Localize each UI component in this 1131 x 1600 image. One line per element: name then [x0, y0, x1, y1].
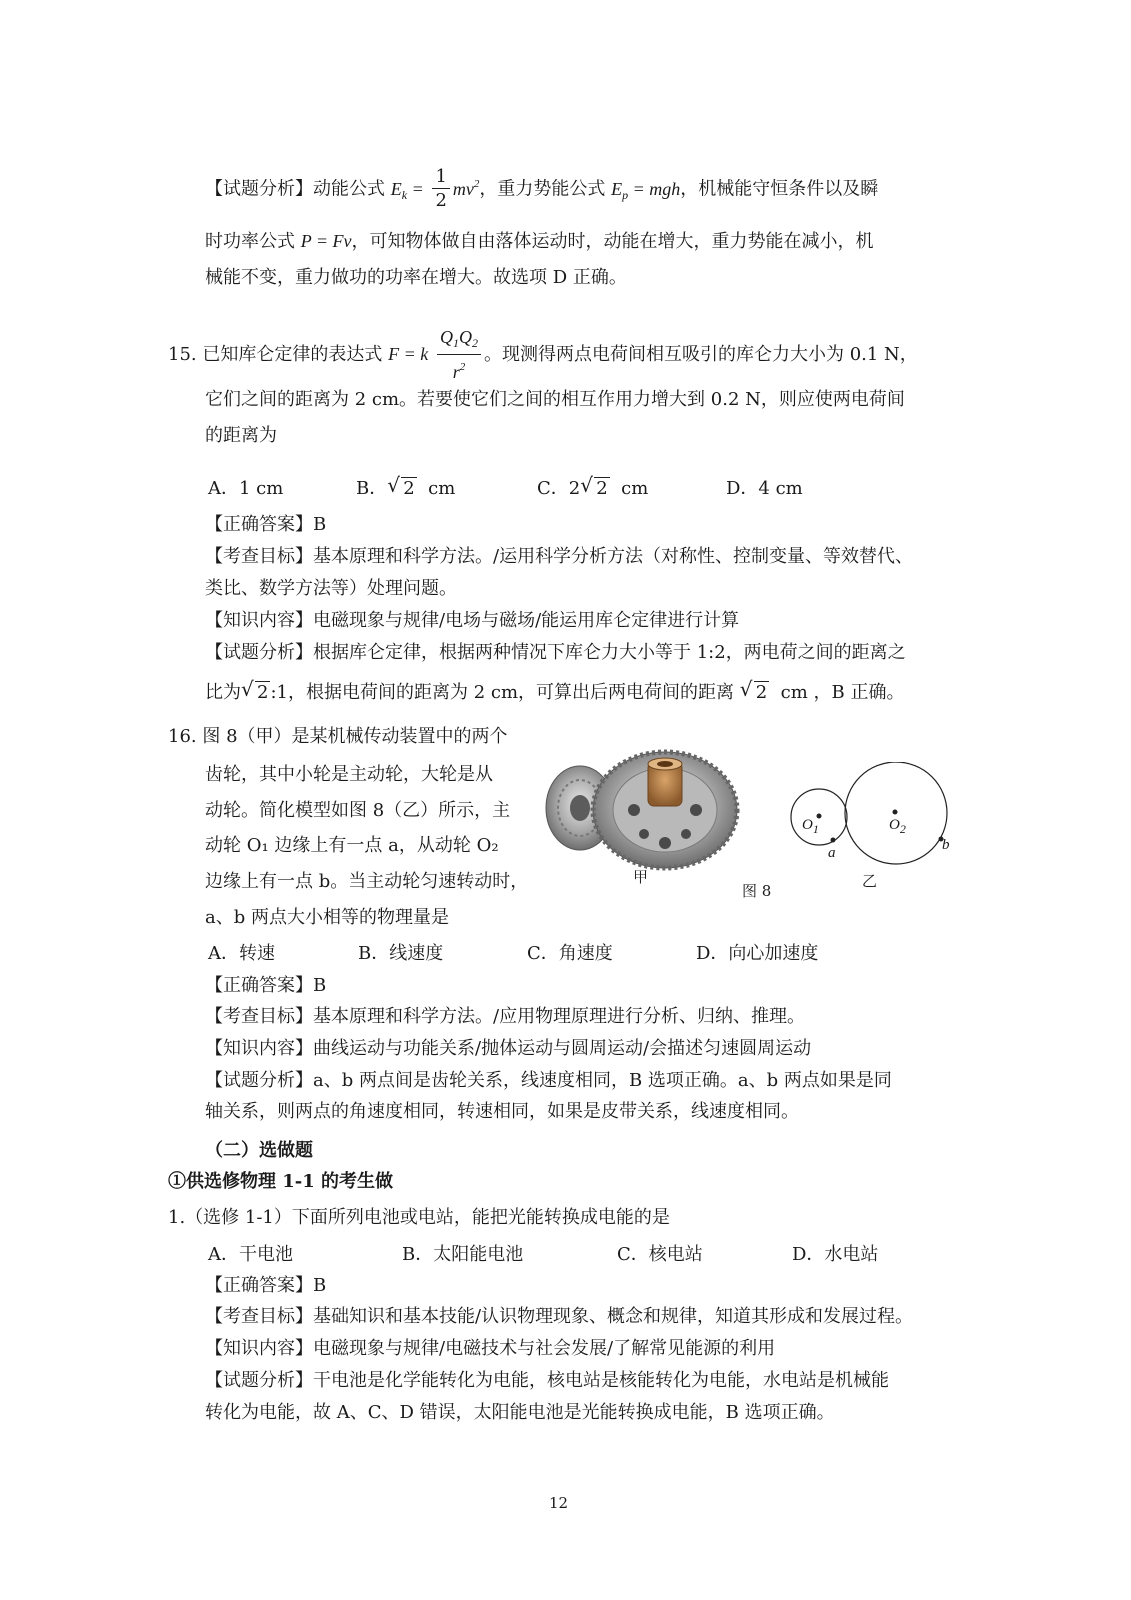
section-title: （二）选做题	[205, 1140, 313, 1161]
s1-answer: 【正确答案】B	[205, 1275, 327, 1296]
text-span: 1	[812, 822, 819, 836]
large-gear	[593, 752, 737, 868]
formula-power: P = Fv	[300, 231, 352, 251]
q14-analysis-line1	[205, 166, 878, 213]
q15-stem-line1	[168, 326, 918, 384]
q16-stem-line6: a、b 两点大小相等的物理量是	[205, 907, 449, 928]
q16-option-b: B．线速度	[358, 943, 444, 964]
q15-option-c	[537, 473, 649, 501]
s1-goal: 【考查目标】基础知识和基本技能/认识物理现象、概念和规律，知道其形成和发展过程。	[205, 1306, 914, 1327]
text-span: 动能公式	[313, 178, 385, 200]
text-span: C．2	[537, 478, 581, 499]
formula-coulomb: F = k	[388, 344, 429, 364]
s1-option-c: C．核电站	[617, 1244, 703, 1265]
page-number: 12	[549, 1494, 569, 1512]
text-span: 2	[899, 822, 906, 836]
text-span: cm ，B 正确。	[780, 682, 905, 703]
q15-option-b	[356, 473, 456, 501]
q16-stem-line4: 动轮 O₁ 边缘上有一点 a，从动轮 O₂	[205, 835, 499, 856]
s1-option-d: D．水电站	[792, 1244, 879, 1265]
q16-stem-line2: 齿轮，其中小轮是主动轮，大轮是从	[205, 764, 493, 785]
text-span: ，机械能守恒条件以及瞬	[680, 178, 879, 200]
text-span: 比为	[205, 682, 241, 703]
sqrt-2-ratio: √ 2	[241, 677, 269, 703]
section-subtitle: ①供选修物理 1-1 的考生做	[168, 1171, 394, 1192]
figure-label-jia: 甲	[633, 868, 649, 886]
q15-option-a: A．1 cm	[208, 478, 284, 499]
text-span: B．	[356, 478, 388, 499]
q16-stem-line5: 边缘上有一点 b。当主动轮匀速转动时，	[205, 871, 529, 892]
q16-option-c: C．角速度	[527, 943, 613, 964]
q15-goal-line1: 【考查目标】基本原理和科学方法。/运用科学分析方法（对称性、控制变量、等效替代、	[205, 546, 914, 567]
fraction-coulomb: $\frac{Q_1Q_2}{r^2}$	[437, 326, 481, 384]
analysis-tag: 【试题分析】	[205, 178, 313, 200]
figure-label-yi: 乙	[862, 872, 878, 890]
s1-analysis-line2: 转化为电能，故 A、C、D 错误，太阳能电池是光能转换成电能，B 选项正确。	[205, 1402, 835, 1423]
q16-answer: 【正确答案】B	[205, 975, 327, 996]
q16-content: 【知识内容】曲线运动与功能关系/抛体运动与圆周运动/会描述匀速圆周运动	[205, 1038, 812, 1059]
text-span: cm	[428, 478, 456, 499]
q16-option-a: A．转速	[208, 943, 275, 964]
s1-stem: 1.（选修 1-1）下面所列电池或电站，能把光能转换成电能的是	[168, 1207, 670, 1228]
label-b: b	[942, 837, 950, 853]
q16-analysis-line1: 【试题分析】a、b 两点间是齿轮关系，线速度相同，B 选项正确。a、b 两点如果是同	[205, 1070, 892, 1091]
q15-answer: 【正确答案】B	[205, 514, 327, 535]
text-span: O	[889, 817, 900, 833]
gears-photo	[540, 748, 750, 873]
q14-analysis-line3: 械能不变，重力做功的功率在增大。故选项 D 正确。	[205, 267, 627, 288]
text-span: ，根据电荷间的距离为 2 cm，可算出后两电荷间的距离	[287, 682, 735, 703]
s1-analysis-line1: 【试题分析】干电池是化学能转化为电能，核电站是核能转化为电能，水电站是机械能	[205, 1370, 889, 1391]
q14-analysis-line2	[205, 229, 874, 254]
formula-mv2: $mv^2$	[452, 177, 480, 199]
text-span: cm	[621, 478, 649, 499]
s1-option-b: B．太阳能电池	[402, 1244, 524, 1265]
sqrt-2: √ 2	[739, 677, 768, 703]
q16-analysis-line2: 轴关系，则两点的角速度相同，转速相同，如果是皮带关系，线速度相同。	[205, 1101, 799, 1122]
q15-goal-line2: 类比、数学方法等）处理问题。	[205, 578, 457, 599]
formula-ep: $E_p$ = mgh	[611, 178, 681, 202]
text-span: 。现测得两点电荷间相互吸引的库仑力大小为 0.1 N，	[483, 344, 918, 365]
q15-option-d: D．4 cm	[726, 478, 803, 499]
label-o2	[889, 817, 906, 837]
q16-stem-line3: 动轮。简化模型如图 8（乙）所示，主	[205, 800, 511, 821]
point-a-dot	[831, 838, 836, 843]
fraction-half: $\frac{1}{2}$	[432, 166, 449, 213]
q15-stem-line3: 的距离为	[205, 425, 277, 446]
text-span: ，重力势能公式	[479, 178, 606, 200]
q16-goal: 【考查目标】基本原理和科学方法。/应用物理原理进行分析、归纳、推理。	[205, 1006, 806, 1027]
q16-stem-line1: 16. 图 8（甲）是某机械传动装置中的两个	[168, 726, 508, 747]
sqrt-2: √ 2	[580, 473, 608, 499]
s1-content: 【知识内容】电磁现象与规律/电磁技术与社会发展/了解常见能源的利用	[205, 1338, 776, 1359]
center-o2-dot	[893, 810, 898, 815]
label-o1	[802, 817, 819, 837]
label-a: a	[828, 845, 836, 861]
text-span: ，可知物体做自由落体运动时，动能在增大，重力势能在减小，机	[351, 231, 874, 252]
s1-option-a: A．干电池	[208, 1244, 293, 1265]
q15-content: 【知识内容】电磁现象与规律/电场与磁场/能运用库仑定律进行计算	[205, 610, 740, 631]
q16-option-d: D．向心加速度	[696, 943, 819, 964]
formula-ek: $E_k$ =	[390, 178, 424, 202]
figure-caption: 图 8	[742, 882, 772, 900]
text-span: 15. 已知库仑定律的表达式	[168, 344, 383, 365]
text-span: 时功率公式	[205, 231, 295, 252]
sqrt-2: √ 2	[387, 473, 415, 499]
q15-analysis-line1: 【试题分析】根据库仑定律，根据两种情况下库仑力大小等于 1:2，两电荷之间的距离之	[205, 642, 906, 663]
text-span: O	[802, 817, 813, 833]
q15-stem-line2: 它们之间的距离为 2 cm。若要使它们之间的相互作用力增大到 0.2 N，则应使两电荷间	[205, 389, 905, 410]
q15-analysis-line2: 比为 √ 2 :1，根据电荷间的距离为 2 cm，可算出后两电荷间的距离 √ 2 cm ，B 正确。	[205, 677, 905, 703]
